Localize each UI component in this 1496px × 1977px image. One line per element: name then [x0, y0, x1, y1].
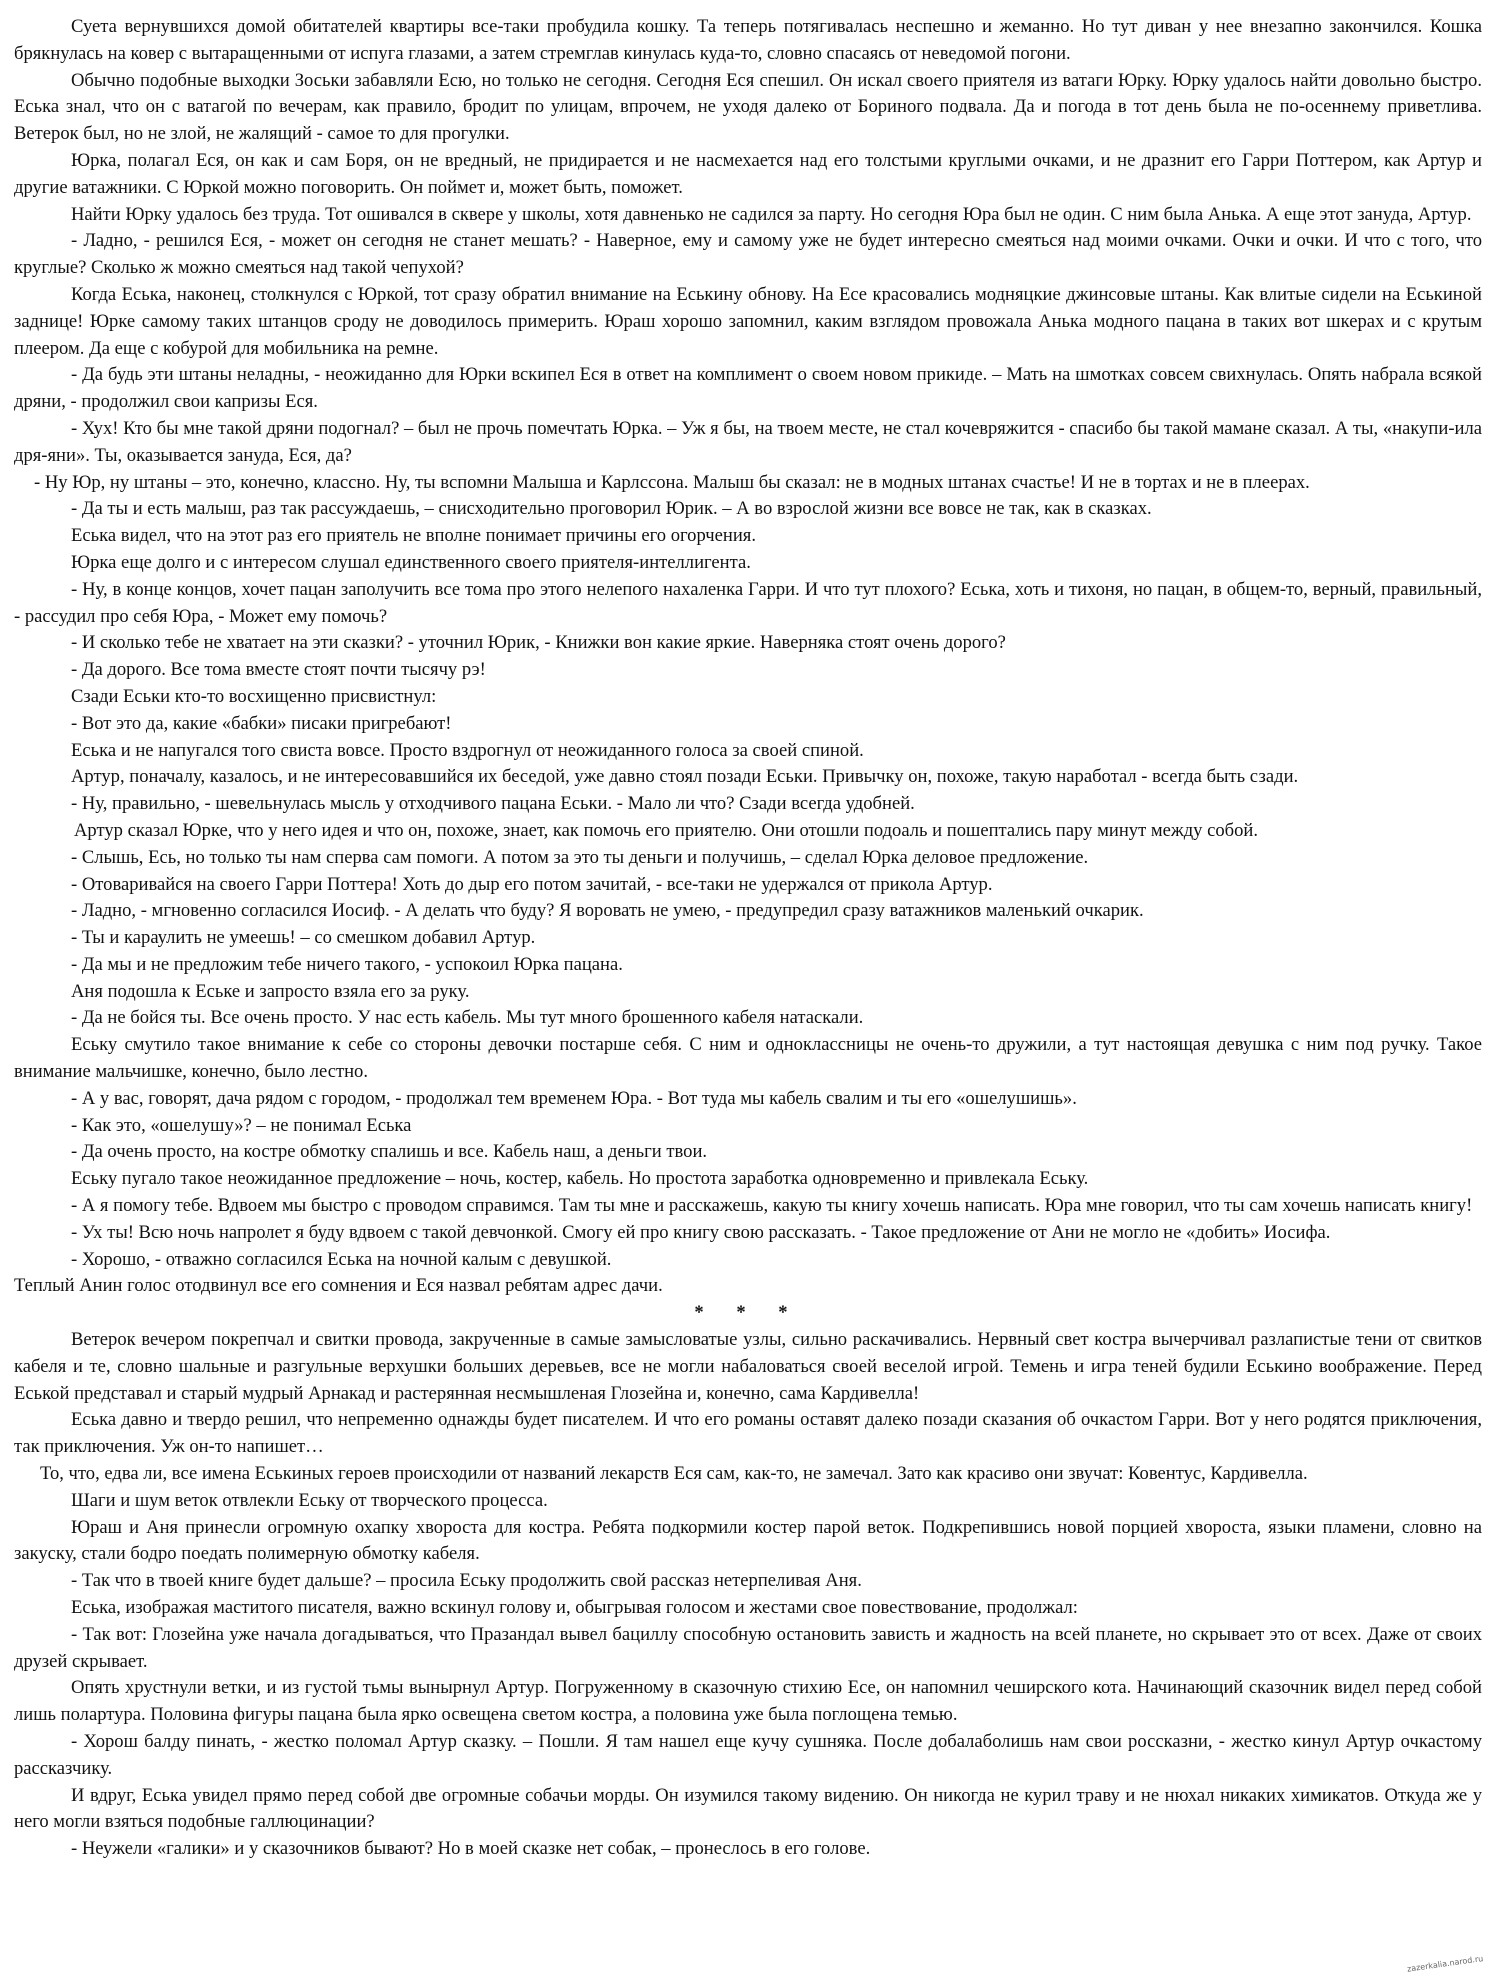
paragraph: Сзади Еськи кто-то восхищенно присвистнул: — [71, 685, 437, 707]
paragraph: - Ух ты! Всю ночь напролет я буду вдвоем с такой девчонкой. Смогу ей про книгу свою рассказать. - Такое предложение от Ани не могло не «добить» Иосифа. — [71, 1221, 1331, 1243]
paragraph: Теплый Анин голос отодвинул все его сомнения и Еся назвал ребятам адрес дачи. — [14, 1275, 663, 1297]
paragraph: Опять хрустнули ветки, и из густой тьмы вынырнул Артур. Погруженному в сказочную стихию Есе, он напомнил чеширского кота. Начинающий сказочник видел перед собой лишь полартура. Половина фигуры пацана была ярко освещена светом костра, а половина уже была поглощена темью. — [14, 1677, 1482, 1726]
paragraph: - Да ты и есть малыш, раз так рассуждаешь, – снисходительно проговорил Юрик. – А во взрослой жизни все вовсе не так, как в сказках. — [71, 498, 1152, 520]
document-page — [14, 14, 1482, 1863]
paragraph: Когда Еська, наконец, столкнулся с Юркой, тот сразу обратил внимание на Еськину обнову. На Есе красовались модняцкие джинсовые штаны. Как влитые сидели на Еськиной заднице! Юрке самому таких штанцов сроду не доводилось примерить. Юраш хорошо запомнил, каким взглядом провожала Анька модного пацана в таких вот шкерах и с крутым плеером. Да еще с кобурой для мобильника на ремне. — [14, 283, 1482, 359]
paragraph: - Ты и караулить не умеешь! – со смешком добавил Артур. — [71, 927, 536, 949]
paragraph: - Ну, правильно, - шевельнулась мысль у отходчивого пацана Еськи. - Мало ли что? Сзади всегда удобней. — [71, 793, 915, 815]
paragraph: - И сколько тебе не хватает на эти сказки? - уточнил Юрик, - Книжки вон какие яркие. Наверняка стоят очень дорого? — [71, 632, 1006, 654]
section-separator: * * * — [694, 1302, 802, 1324]
paragraph: - А я помогу тебе. Вдвоем мы быстро с проводом справимся. Там ты мне и расскажешь, какую ты книгу хочешь написать. Юра мне говорил, что ты сам хочешь написать книгу! — [71, 1195, 1473, 1217]
paragraph: - А у вас, говорят, дача рядом с городом, - продолжал тем временем Юра. - Вот туда мы кабель свалим и ты его «ошелушишь». — [71, 1087, 1077, 1109]
paragraph: - Да дорого. Все тома вместе стоят почти тысячу рэ! — [71, 659, 486, 681]
paragraph: И вдруг, Еська увидел прямо перед собой две огромные собачьи морды. Он изумился такому видению. Он никогда не курил траву и не нюхал никаких химикатов. Откуда же у него могли взяться подобные галлюцинации? — [14, 1784, 1482, 1833]
paragraph: Юрка еще долго и с интересом слушал единственного своего приятеля-интеллигента. — [71, 551, 751, 573]
paragraph: То, что, едва ли, все имена Еськиных героев происходили от названий лекарств Еся сам, как-то, не замечал. Зато как красиво они звучат: Ковентус, Кардивелла. — [40, 1463, 1308, 1485]
paragraph: - Слышь, Есь, но только ты нам сперва сам помоги. А потом за это ты деньги и получишь, – сделал Юрка деловое предложение. — [71, 846, 1089, 868]
paragraph: Артур, поначалу, казалось, и не интересовавшийся их беседой, уже давно стоял позади Еськи. Привычку он, похоже, такую наработал - всегда быть сзади. — [71, 766, 1299, 788]
paragraph: Обычно подобные выходки Зоськи забавляли Есю, но только не сегодня. Сегодня Еся спешил. Он искал своего приятеля из ватаги Юрку. Юрку удалось найти довольно быстро. Еська знал, что он с ватагой по вечерам, как правило, бродит по улицам, впрочем, не уходя далеко от Бориного подвала. Да и погода в тот день была не по-осеннему приветлива. Ветерок был, но не злой, не жалящий - самое то для прогулки. — [14, 69, 1482, 145]
paragraph: - Да будь эти штаны неладны, - неожиданно для Юрки вскипел Еся в ответ на комплимент о своем новом прикиде. – Мать на шмотках совсем свихнулась. Опять набрала всякой дряни, - продолжил свои капризы Еся. — [14, 364, 1482, 413]
paragraph: Юрка, полагал Еся, он как и сам Боря, он не вредный, не придирается и не насмехается над его толстыми круглыми очками, и не дразнит его Гарри Поттером, как Артур и другие ватажники. С Юркой можно поговорить. Он поймет и, может быть, поможет. — [14, 149, 1482, 198]
paragraph: Найти Юрку удалось без труда. Тот ошивался в сквере у школы, хотя давненько не садился за парту. Но сегодня Юра был не один. С ним была Анька. А еще этот зануда, Артур. — [71, 203, 1472, 225]
paragraph: Еська, изображая маститого писателя, важно вскинул голову и, обыгрывая голосом и жестами свое повествование, продолжал: — [71, 1597, 1078, 1619]
paragraph: - Как это, «ошелушу»? – не понимал Еська — [71, 1114, 412, 1136]
paragraph: Еська видел, что на этот раз его приятель не вполне понимает причины его огорчения. — [71, 525, 756, 547]
paragraph: - Да очень просто, на костре обмотку спалишь и все. Кабель наш, а деньги твои. — [71, 1141, 708, 1163]
paragraph: - Ладно, - мгновенно согласился Иосиф. - А делать что буду? Я воровать не умею, - предупредил сразу ватажников маленький очкарик. — [71, 900, 1144, 922]
paragraph: Еська и не напугался того свиста вовсе. Просто вздрогнул от неожиданного голоса за своей спиной. — [71, 739, 864, 761]
paragraph: - Так вот: Глозейна уже начала догадываться, что Празандал вывел бациллу способную остановить зависть и жадность на всей планете, но скрывает это от всех. Даже от своих друзей скрывает. — [14, 1623, 1482, 1672]
watermark: zazerkalia.narod.ru — [1406, 1954, 1484, 1974]
paragraph: Юраш и Аня принесли огромную охапку хвороста для костра. Ребята подкормили костер парой веток. Подкрепившись новой порцией хвороста, языки пламени, словно на закуску, стали бодро поедать полимерную обмотку кабеля. — [14, 1516, 1482, 1565]
paragraph: - Хорош балду пинать, - жестко поломал Артур сказку. – Пошли. Я там нашел еще кучу сушняка. После добалаболишь нам свои россказни, - жестко кинул Артур очкастому рассказчику. — [14, 1731, 1482, 1779]
paragraph: Ветерок вечером покрепчал и свитки провода, закрученные в самые замысловатые узлы, сильно раскачивались. Нервный свет костра вычерчивал разлапистые тени от свитков кабеля и те, словно шальные и разгульные верхушки больших деревьев, все не могли набаловаться своей веселой игрой. Темень и игра теней будили Еськино воображение. Перед Еськой представал и старый мудрый Арнакад и растерянная несмышленая Глозейна и, конечно, сама Кардивелла! — [14, 1329, 1482, 1404]
paragraph: - Ладно, - решился Еся, - может он сегодня не станет мешать? - Наверное, ему и самому уже не будет интересно смеяться над моими очками. Очки и очки. И что с того, что круглые? Сколько ж можно смеяться над такой чепухой? — [14, 230, 1482, 279]
paragraph: Еська давно и твердо решил, что непременно однажды будет писателем. И что его романы оставят далеко позади сказания об очкастом Гарри. Вот у него родятся приключения, так приключения. Уж он-то напишет… — [14, 1409, 1482, 1458]
paragraph: Суета вернувшихся домой обитателей квартиры все-таки пробудила кошку. Та теперь потягивалась неспешно и жеманно. Но тут диван у нее внезапно закончился. Кошка брякнулась на ковер с вытаращенными от испуга глазами, а затем стремглав кинулась куда-то, словно спасаясь от неведомой погони. — [14, 16, 1482, 64]
paragraph: - Ну, в конце концов, хочет пацан заполучить все тома про этого нелепого нахаленка Гарри. И что тут плохого? Еська, хоть и тихоня, но пацан, в общем-то, верный, правильный, - рассудил про себя Юра, - Может ему помочь? — [14, 578, 1482, 627]
paragraph: - Вот это да, какие «бабки» писаки пригребают! — [71, 712, 452, 734]
paragraph: Аня подошла к Еське и запросто взяла его за руку. — [71, 980, 470, 1002]
paragraph: - Да не бойся ты. Все очень просто. У нас есть кабель. Мы тут много брошенного кабеля натаскали. — [71, 1007, 864, 1029]
paragraph: - Неужели «галики» и у сказочников бывают? Но в моей сказке нет собак, – пронеслось в его голове. — [71, 1838, 871, 1860]
paragraph: - Хорошо, - отважно согласился Еська на ночной калым с девушкой. — [71, 1248, 612, 1270]
paragraph: Еську пугало такое неожиданное предложение – ночь, костер, кабель. Но простота заработка одновременно и привлекала Еську. — [71, 1168, 1089, 1190]
paragraph: - Ну Юр, ну штаны – это, конечно, классно. Ну, ты вспомни Малыша и Карлссона. Малыш бы сказал: не в модных штанах счастье! И не в тортах и не в плеерах. — [34, 471, 1310, 493]
paragraph: Еську смутило такое внимание к себе со стороны девочки постарше себя. С ним и одноклассницы не очень-то дружили, а тут настоящая девушка с ним под ручку. Такое внимание мальчишке, конечно, было лестно. — [14, 1034, 1482, 1083]
paragraph: - Отоваривайся на своего Гарри Поттера! Хоть до дыр его потом зачитай, - все-таки не удержался от прикола Артур. — [71, 873, 993, 895]
paragraph: - Так что в твоей книге будет дальше? – просила Еську продолжить свой рассказ нетерпеливая Аня. — [71, 1570, 862, 1592]
paragraph: - Хух! Кто бы мне такой дряни подогнал? – был не прочь помечтать Юрка. – Уж я бы, на твоем месте, не стал кочевряжится - спасибо бы такой мамане сказал. А ты, «накупи-ила дря-яни». Ты, оказывается зануда, Еся, да? — [14, 417, 1482, 466]
paragraph: Шаги и шум веток отвлекли Еську от творческого процесса. — [71, 1489, 548, 1511]
paragraph: Артур сказал Юрке, что у него идея и что он, похоже, знает, как помочь его приятелю. Они отошли подоаль и пошептались пару минут между собой. — [74, 819, 1259, 841]
paragraph: - Да мы и не предложим тебе ничего такого, - успокоил Юрка пацана. — [71, 953, 623, 975]
